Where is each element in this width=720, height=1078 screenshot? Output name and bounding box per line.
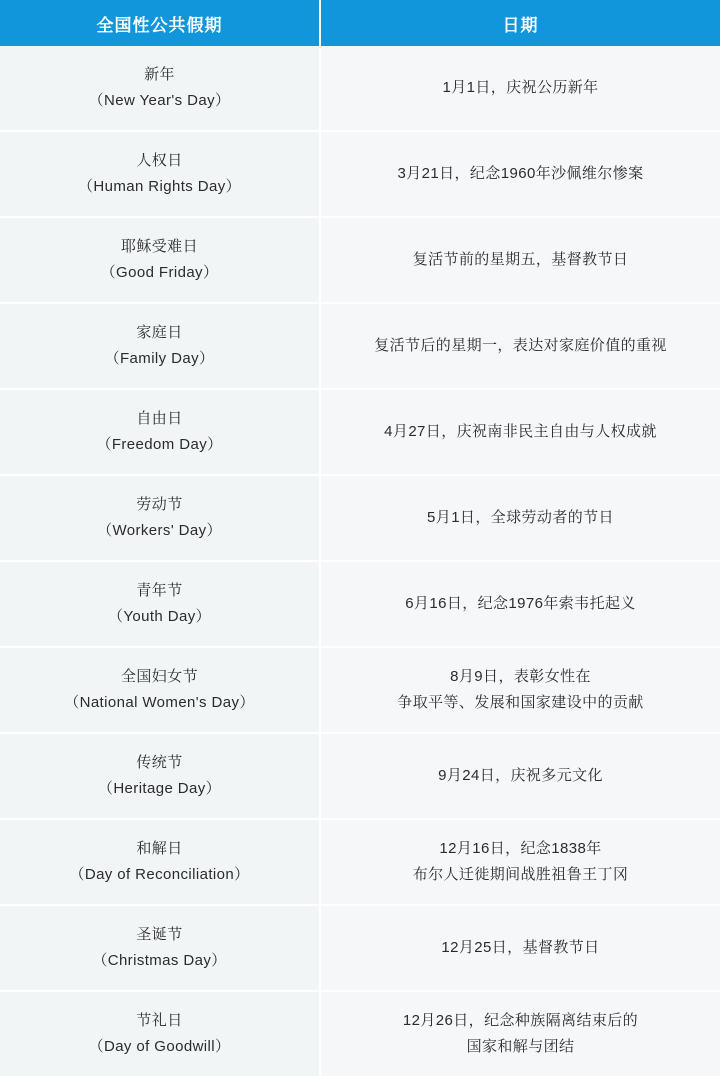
holiday-date-line: 3月21日，纪念1960年沙佩维尔惨案	[397, 165, 644, 182]
holiday-name-zh: 家庭日	[136, 324, 183, 341]
holiday-name-zh: 青年节	[136, 582, 183, 599]
table-row	[0, 217, 720, 303]
holiday-name-zh: 人权日	[136, 152, 183, 169]
header-holiday: 全国性公共假期	[0, 0, 320, 46]
holiday-date-cell	[320, 217, 720, 303]
table-row	[0, 389, 720, 475]
table-row	[0, 46, 720, 131]
holiday-date-cell	[320, 389, 720, 475]
holiday-name-zh: 和解日	[136, 840, 183, 857]
holiday-date-cell	[320, 475, 720, 561]
holiday-name-zh: 节礼日	[136, 1012, 183, 1029]
holiday-date-line: 国家和解与团结	[466, 1038, 575, 1055]
table-row	[0, 733, 720, 819]
holiday-date-cell	[320, 733, 720, 819]
holiday-name-zh: 传统节	[136, 754, 183, 771]
holiday-name-en: （Human Rights Day）	[77, 178, 242, 195]
table-body	[0, 46, 720, 1077]
holiday-name-cell	[0, 561, 320, 647]
holiday-date-line: 争取平等、发展和国家建设中的贡献	[397, 694, 644, 711]
holiday-date-line: 6月16日，纪念1976年索韦托起义	[405, 595, 636, 612]
holiday-date-line: 12月16日，纪念1838年	[439, 840, 602, 857]
holiday-date-cell	[320, 131, 720, 217]
holiday-name-zh: 自由日	[136, 410, 183, 427]
holiday-name-en: （Day of Goodwill）	[88, 1038, 231, 1055]
holiday-date-cell	[320, 561, 720, 647]
table-row	[0, 131, 720, 217]
table-row	[0, 647, 720, 733]
holiday-date-line: 9月24日，庆祝多元文化	[438, 767, 603, 784]
holiday-date-cell	[320, 991, 720, 1077]
holiday-date-line: 1月1日，庆祝公历新年	[442, 79, 599, 96]
holiday-date-line: 12月25日，基督教节日	[441, 939, 600, 956]
table-row	[0, 991, 720, 1077]
table-header	[0, 0, 720, 46]
holiday-date-cell	[320, 46, 720, 131]
holiday-date-line: 12月26日，纪念种族隔离结束后的	[402, 1012, 639, 1029]
holiday-name-en: （Family Day）	[104, 350, 215, 367]
holiday-name-cell	[0, 46, 320, 131]
table-row	[0, 561, 720, 647]
holiday-date-cell	[320, 647, 720, 733]
holiday-date-line: 复活节前的星期五，基督教节日	[412, 251, 629, 268]
holiday-name-cell	[0, 991, 320, 1077]
holiday-name-cell	[0, 819, 320, 905]
holiday-name-cell	[0, 389, 320, 475]
table-row	[0, 475, 720, 561]
holiday-name-cell	[0, 905, 320, 991]
holiday-date-line: 布尔人迁徙期间战胜祖鲁王丁冈	[412, 866, 629, 883]
holiday-name-en: （Youth Day）	[107, 608, 212, 625]
holiday-name-en: （Good Friday）	[100, 264, 219, 281]
holiday-name-cell	[0, 217, 320, 303]
holiday-name-cell	[0, 475, 320, 561]
holiday-name-en: （National Women's Day）	[64, 694, 255, 711]
header-row	[0, 0, 720, 46]
holiday-date-line: 4月27日，庆祝南非民主自由与人权成就	[384, 423, 657, 440]
holiday-name-zh: 劳动节	[136, 496, 183, 513]
holiday-name-en: （Freedom Day）	[96, 436, 223, 453]
holiday-date-line: 复活节后的星期一，表达对家庭价值的重视	[374, 337, 667, 354]
holiday-date-cell	[320, 905, 720, 991]
holiday-name-zh: 新年	[144, 66, 175, 83]
holiday-date-cell	[320, 819, 720, 905]
holiday-name-cell	[0, 733, 320, 819]
table-row	[0, 819, 720, 905]
holiday-name-en: （Day of Reconciliation）	[69, 866, 250, 883]
table-row	[0, 303, 720, 389]
holiday-name-en: （Workers' Day）	[97, 522, 222, 539]
holiday-name-zh: 全国妇女节	[120, 668, 198, 685]
holiday-name-en: （Heritage Day）	[97, 780, 222, 797]
holiday-name-zh: 圣诞节	[136, 926, 183, 943]
holiday-date-cell	[320, 303, 720, 389]
header-date: 日期	[320, 0, 720, 46]
holiday-date-line: 5月1日，全球劳动者的节日	[427, 509, 614, 526]
holiday-name-en: （Christmas Day）	[92, 952, 227, 969]
table-row	[0, 905, 720, 991]
holiday-name-cell	[0, 131, 320, 217]
holiday-date-line: 8月9日，表彰女性在	[450, 668, 591, 685]
holiday-name-en: （New Year's Day）	[88, 92, 231, 109]
holiday-name-zh: 耶稣受难日	[120, 238, 198, 255]
holiday-name-cell	[0, 647, 320, 733]
holiday-name-cell	[0, 303, 320, 389]
